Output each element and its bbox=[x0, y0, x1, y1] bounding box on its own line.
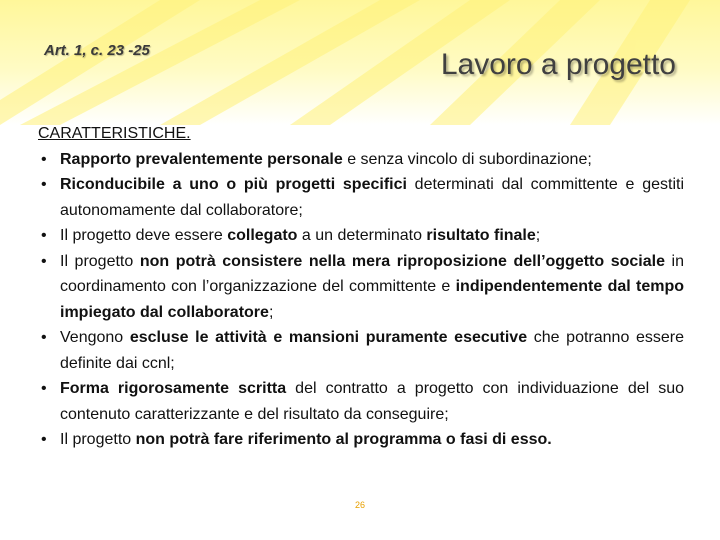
bullet-item bbox=[38, 249, 684, 326]
text: e senza vincolo di subordinazione; bbox=[342, 150, 592, 168]
bold-text: indipendentemente dal tempo impiegato dal collaboratore bbox=[60, 278, 684, 321]
text: in coordinamento con l’organizzazione del committente e bbox=[60, 252, 684, 295]
bullet-item bbox=[38, 223, 684, 249]
header-band bbox=[0, 0, 720, 125]
text: Vengono bbox=[60, 329, 130, 346]
bullet-item bbox=[38, 147, 684, 173]
text: Il progetto bbox=[60, 431, 136, 448]
bullet-item bbox=[38, 172, 684, 223]
bullet-item bbox=[38, 427, 684, 453]
text: ; bbox=[268, 303, 274, 321]
bold-text: escluse le attività e mansioni puramente esecutive bbox=[129, 329, 528, 346]
bold-text: non potrà consistere nella mera riproposizione dell’oggetto sociale bbox=[139, 252, 665, 270]
page-number: 26 bbox=[354, 500, 365, 510]
text: che potranno essere definite dai ccnl; bbox=[60, 329, 684, 372]
bullet-list bbox=[38, 147, 684, 453]
slide-subtitle: Art. 1, c. 23 -25 bbox=[44, 42, 150, 59]
bold-text: risultato finale bbox=[426, 227, 536, 244]
bold-text: non potrà fare riferimento al programma o fasi di esso. bbox=[135, 431, 552, 448]
slide-content bbox=[38, 121, 684, 453]
text: determinati dal committente e gestiti autonomamente dal collaboratore; bbox=[60, 176, 684, 219]
bold-text: Forma rigorosamente scritta bbox=[60, 380, 287, 397]
text: a un determinato bbox=[297, 227, 427, 244]
bold-text: collegato bbox=[227, 227, 298, 244]
text: Il progetto deve essere bbox=[60, 227, 228, 244]
bullet-item bbox=[38, 376, 684, 427]
section-heading: CARATTERISTICHE. bbox=[38, 125, 191, 142]
bold-text: Riconducibile a uno o più progetti specifici bbox=[60, 176, 407, 193]
bullet-item bbox=[38, 325, 684, 376]
bold-text: Rapporto prevalentemente personale bbox=[60, 150, 343, 168]
text: ; bbox=[535, 227, 541, 244]
text: del contratto a progetto con individuazione del suo contenuto caratterizzante e del risultato da conseguire; bbox=[60, 380, 684, 423]
slide-title: Lavoro a progetto bbox=[440, 48, 676, 81]
text: Il progetto bbox=[60, 252, 140, 270]
